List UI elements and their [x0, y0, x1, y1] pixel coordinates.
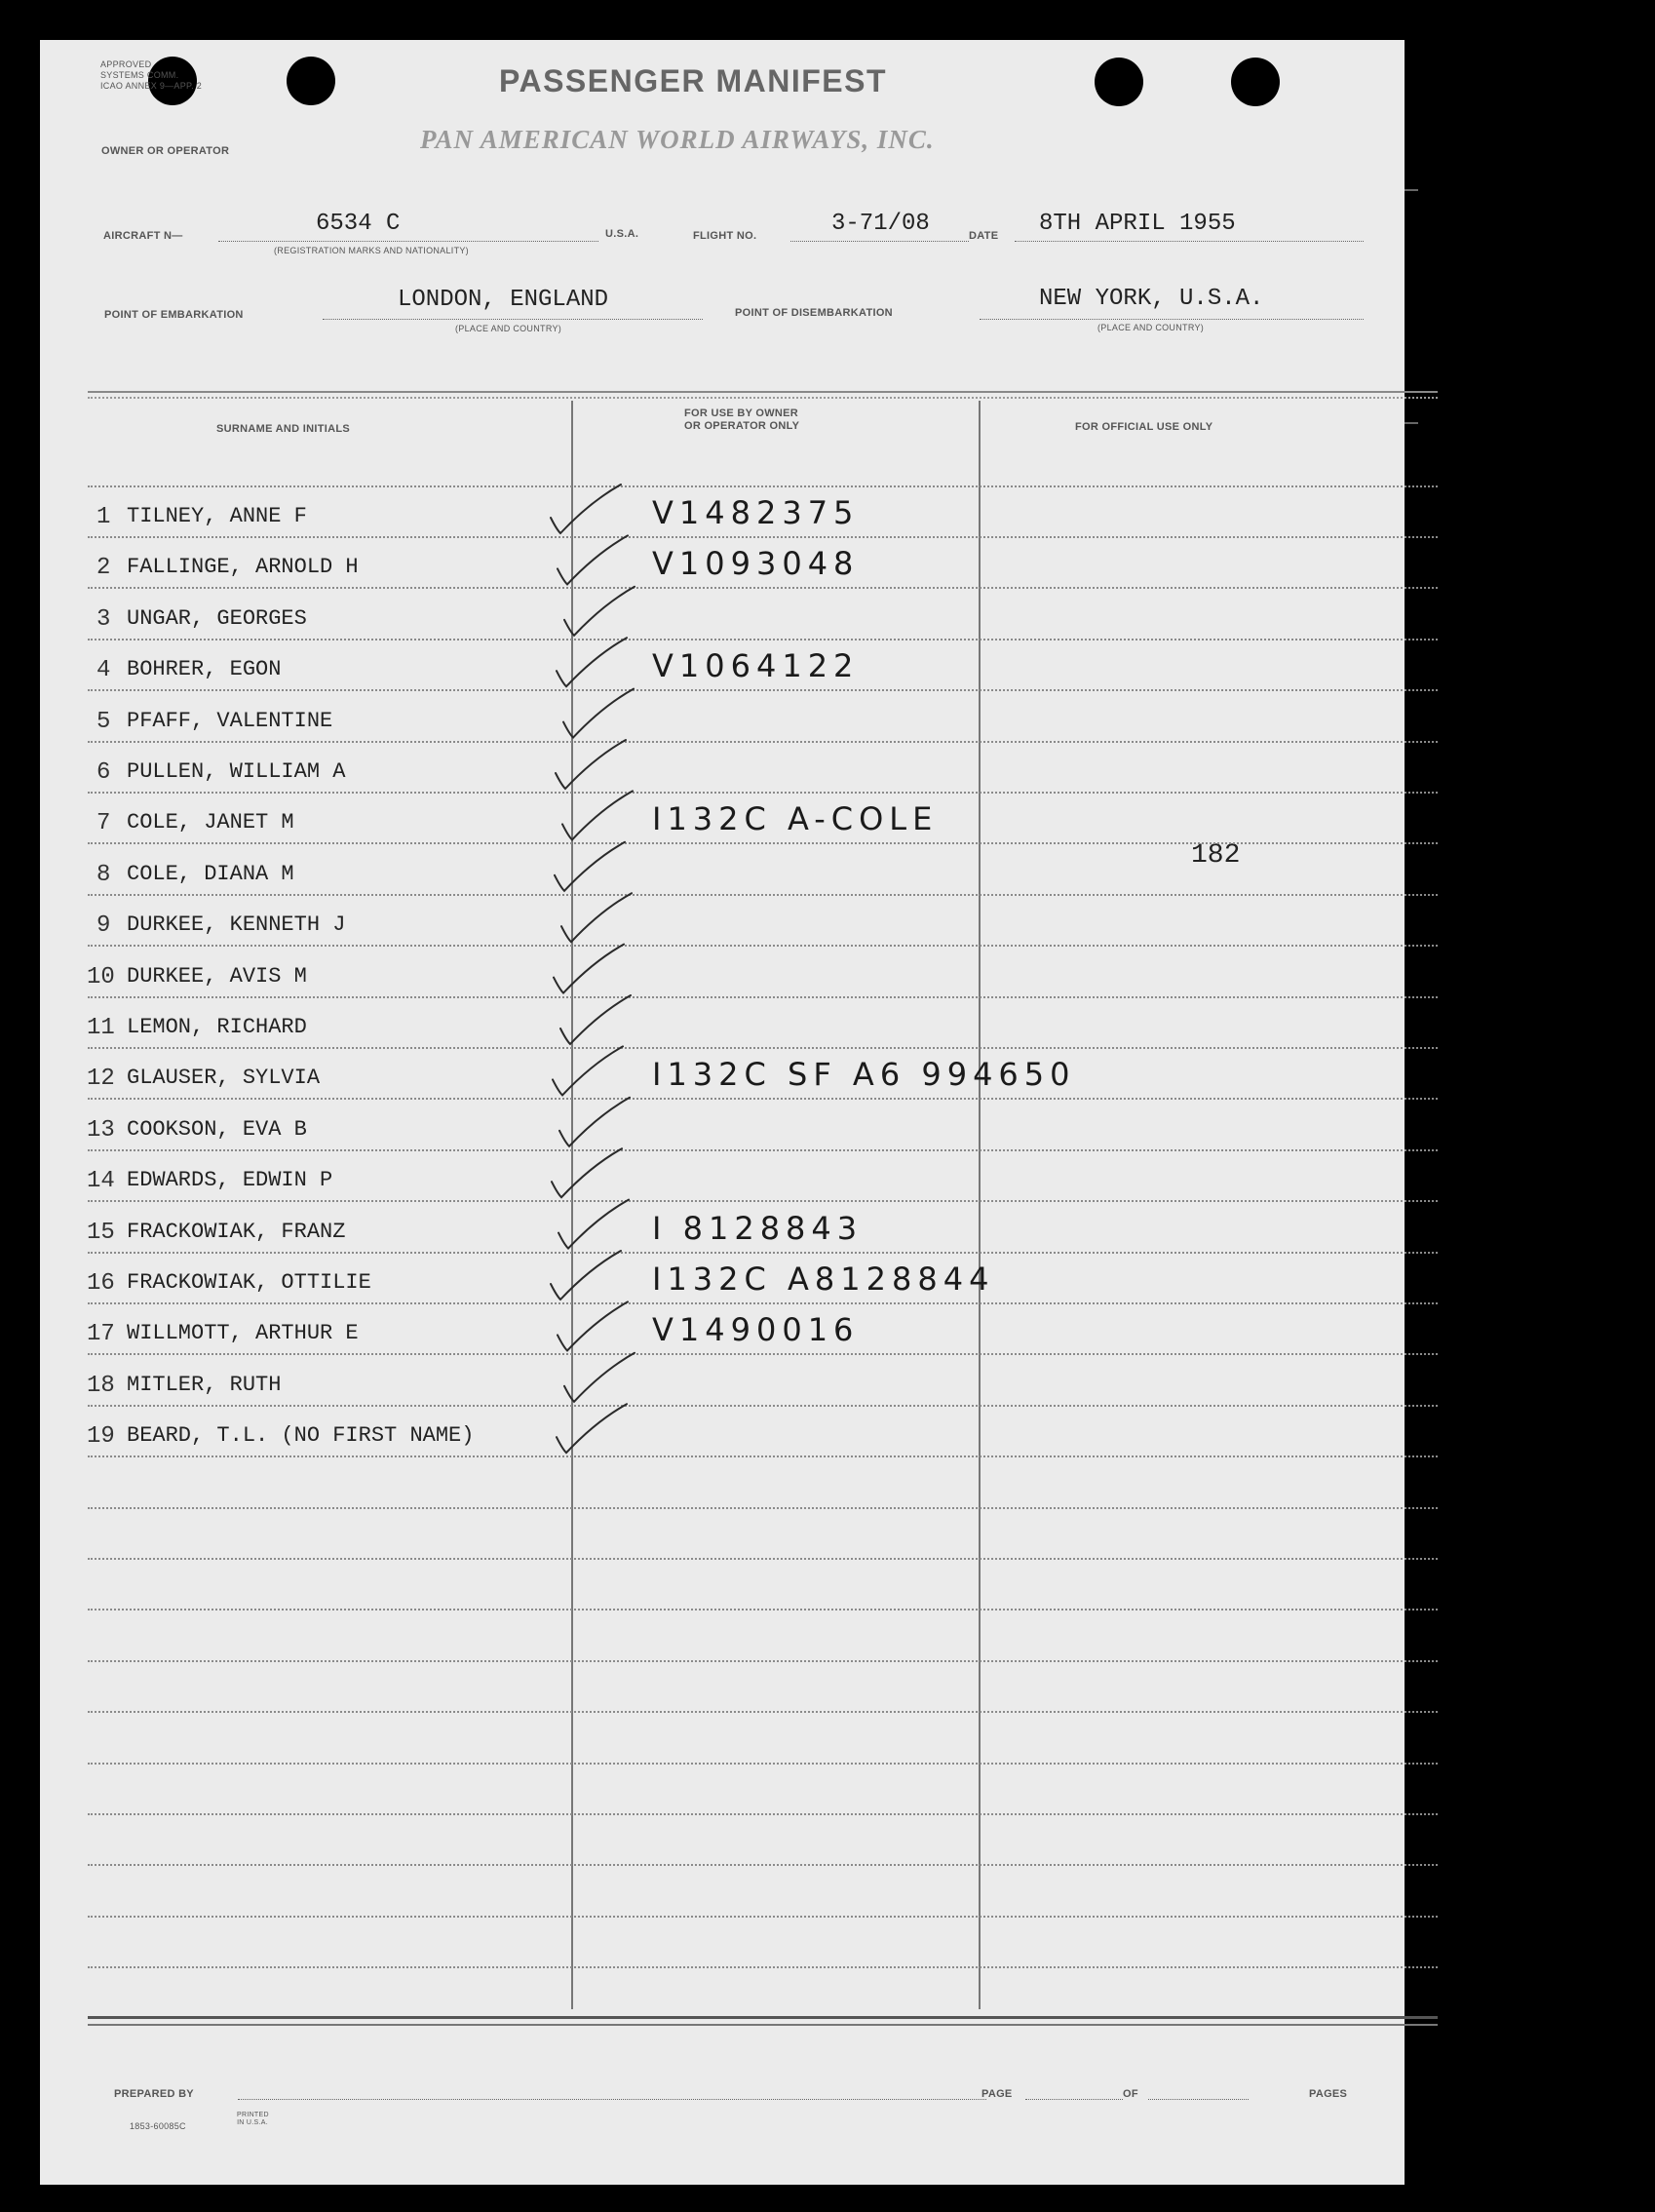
- scan-tick: [1405, 189, 1418, 191]
- check-mark: [564, 1353, 635, 1402]
- form-number: 1853-60085C: [130, 2121, 186, 2131]
- embarkation-label: POINT OF EMBARKATION: [104, 309, 244, 321]
- passenger-name: DURKEE, AVIS M: [127, 963, 307, 989]
- pages-label: PAGES: [1309, 2088, 1348, 2100]
- aircraft-label: AIRCRAFT N—: [103, 230, 183, 242]
- row-number: 18: [87, 1372, 115, 1399]
- passenger-name: UNGAR, GEORGES: [127, 605, 307, 631]
- row-number: 13: [87, 1116, 115, 1144]
- check-mark: [555, 842, 625, 891]
- owner-value: PAN AMERICAN WORLD AIRWAYS, INC.: [420, 125, 935, 154]
- passport-note: V1093048: [652, 545, 860, 583]
- row-number: 16: [87, 1270, 115, 1297]
- check-mark: [563, 689, 634, 738]
- row-number: 17: [87, 1321, 115, 1348]
- passenger-name: GLAUSER, SYLVIA: [127, 1066, 321, 1091]
- embarkation-value: LONDON, ENGLAND: [398, 287, 609, 313]
- row-number: 15: [87, 1219, 115, 1246]
- passenger-name: BEARD, T.L. (NO FIRST NAME): [127, 1423, 475, 1449]
- date-label: DATE: [969, 230, 999, 242]
- aircraft-value: 6534 C: [316, 211, 401, 237]
- passport-note: I132C SF A6 994650: [652, 1056, 1076, 1094]
- row-number: 4: [96, 657, 111, 684]
- row-number: 1: [96, 504, 111, 530]
- row-number: 5: [96, 708, 111, 735]
- passenger-name: DURKEE, KENNETH J: [127, 912, 346, 938]
- check-mark: [551, 1251, 621, 1300]
- disembarkation-label: POINT OF DISEMBARKATION: [735, 307, 893, 319]
- check-mark: [558, 1301, 628, 1350]
- column-header-official: FOR OFFICIAL USE ONLY: [1075, 421, 1213, 433]
- check-mark: [564, 587, 635, 636]
- passenger-name: COOKSON, EVA B: [127, 1116, 307, 1142]
- official-note: 182: [1191, 840, 1241, 871]
- row-number: 2: [96, 555, 111, 582]
- passport-note: V1064122: [652, 647, 860, 685]
- scan-tick: [1405, 422, 1418, 424]
- row-number: 6: [96, 759, 111, 786]
- flight-label: FLIGHT NO.: [693, 230, 757, 242]
- disembarkation-value: NEW YORK, U.S.A.: [1039, 286, 1264, 312]
- check-mark: [560, 995, 631, 1044]
- passenger-name: FALLINGE, ARNOLD H: [127, 555, 359, 580]
- check-mark: [559, 1098, 630, 1146]
- row-number: 12: [87, 1066, 115, 1093]
- passenger-name: MITLER, RUTH: [127, 1372, 282, 1397]
- check-mark: [551, 485, 621, 533]
- approval-line-3: ICAO ANNEX 9—APP. 2: [100, 81, 203, 91]
- check-mark: [562, 791, 633, 839]
- passenger-name: PULLEN, WILLIAM A: [127, 759, 346, 784]
- manifest-sheet: [40, 40, 1405, 2185]
- check-mark: [556, 740, 626, 789]
- check-mark: [553, 1046, 623, 1095]
- printed-stamp: PRINTED IN U.S.A.: [237, 2112, 269, 2126]
- of-label: OF: [1123, 2088, 1138, 2100]
- disembarkation-sublabel: (PLACE AND COUNTRY): [1097, 323, 1205, 332]
- check-mark: [561, 893, 632, 942]
- row-number: 8: [96, 861, 111, 888]
- approval-line-2: SYSTEMS COMM.: [100, 70, 179, 80]
- passport-note: I132C A8128844: [652, 1261, 995, 1298]
- form-title: PASSENGER MANIFEST: [499, 63, 887, 98]
- check-mark: [558, 1200, 629, 1249]
- row-number: 19: [87, 1423, 115, 1451]
- page-label: PAGE: [981, 2088, 1013, 2100]
- passport-note: V1490016: [652, 1311, 860, 1349]
- column-header-owner-use-1: FOR USE BY OWNER: [684, 407, 799, 419]
- aircraft-sublabel: (REGISTRATION MARKS AND NATIONALITY): [274, 246, 469, 255]
- embarkation-sublabel: (PLACE AND COUNTRY): [455, 324, 562, 333]
- passenger-name: FRACKOWIAK, OTTILIE: [127, 1270, 371, 1295]
- check-mark: [554, 945, 624, 993]
- row-number: 14: [87, 1168, 115, 1195]
- passenger-name: LEMON, RICHARD: [127, 1015, 307, 1039]
- check-mark: [557, 638, 627, 686]
- passport-note: I 8128843: [652, 1209, 864, 1247]
- flight-value: 3-71/08: [831, 211, 930, 237]
- passenger-name: EDWARDS, EDWIN P: [127, 1168, 333, 1193]
- row-number: 10: [87, 963, 115, 990]
- row-number: 3: [96, 605, 111, 633]
- passenger-name: WILLMOTT, ARTHUR E: [127, 1321, 359, 1346]
- check-mark: [557, 1404, 627, 1453]
- usa-label: U.S.A.: [605, 228, 639, 240]
- check-mark: [558, 535, 628, 584]
- column-header-surname: SURNAME AND INITIALS: [216, 423, 350, 435]
- passport-note: I132C A-COLE: [652, 800, 939, 838]
- row-number: 9: [96, 912, 111, 940]
- passenger-name: PFAFF, VALENTINE: [127, 708, 333, 733]
- passport-note: V1482375: [652, 494, 860, 531]
- passenger-name: COLE, DIANA M: [127, 861, 294, 886]
- prepared-by-label: PREPARED BY: [114, 2088, 194, 2100]
- column-header-owner-use-2: OR OPERATOR ONLY: [684, 420, 800, 432]
- approval-line-1: APPROVED: [100, 59, 152, 69]
- row-number: 7: [96, 810, 111, 837]
- owner-label: OWNER OR OPERATOR: [101, 145, 230, 157]
- passenger-name: BOHRER, EGON: [127, 657, 282, 682]
- date-value: 8TH APRIL 1955: [1039, 211, 1236, 237]
- passenger-name: COLE, JANET M: [127, 810, 294, 835]
- row-number: 11: [87, 1015, 115, 1041]
- check-marks: [40, 40, 1405, 2185]
- check-mark: [552, 1148, 622, 1197]
- passenger-name: TILNEY, ANNE F: [127, 504, 307, 528]
- passenger-name: FRACKOWIAK, FRANZ: [127, 1219, 346, 1244]
